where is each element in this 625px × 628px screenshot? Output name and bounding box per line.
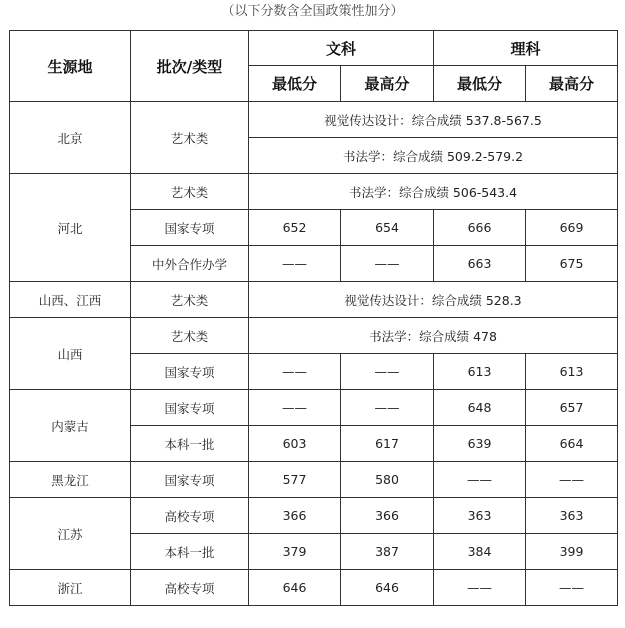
score-cell: 363 [526, 498, 618, 534]
score-cell: 366 [249, 498, 341, 534]
score-cell: —— [341, 246, 434, 282]
table-row [10, 174, 618, 210]
score-cell: 580 [341, 462, 434, 498]
score-cell: 669 [526, 210, 618, 246]
score-cell: 379 [249, 534, 341, 570]
art-score-cell: 视觉传达设计：综合成绩 537.8-567.5 [249, 102, 618, 138]
score-cell: 577 [249, 462, 341, 498]
score-cell: —— [434, 570, 526, 606]
batch-cell: 中外合作办学 [131, 246, 249, 282]
batch-cell: 艺术类 [131, 102, 249, 174]
table-note: （以下分数含全国政策性加分） [221, 4, 404, 19]
batch-cell: 国家专项 [131, 210, 249, 246]
header-science: 理科 [434, 31, 618, 66]
score-cell: 654 [341, 210, 434, 246]
batch-cell: 艺术类 [131, 174, 249, 210]
table-row [10, 390, 618, 426]
score-cell: 664 [526, 426, 618, 462]
batch-cell: 高校专项 [131, 570, 249, 606]
score-cell: 675 [526, 246, 618, 282]
province-cell: 山西 [10, 318, 131, 390]
table-row [10, 102, 618, 138]
art-score-cell: 书法学：综合成绩 478 [249, 318, 618, 354]
score-cell: 617 [341, 426, 434, 462]
province-cell: 河北 [10, 174, 131, 282]
header-wen-min: 最低分 [249, 66, 341, 102]
score-cell: 387 [341, 534, 434, 570]
score-cell: 666 [434, 210, 526, 246]
art-score-cell: 书法学：综合成绩 506-543.4 [249, 174, 618, 210]
score-cell: 663 [434, 246, 526, 282]
header-row [10, 31, 618, 66]
score-cell: 648 [434, 390, 526, 426]
table-row [10, 462, 618, 498]
score-cell: 366 [341, 498, 434, 534]
score-cell: 613 [434, 354, 526, 390]
province-cell: 江苏 [10, 498, 131, 570]
province-cell: 山西、江西 [10, 282, 131, 318]
score-cell: —— [434, 462, 526, 498]
batch-cell: 艺术类 [131, 282, 249, 318]
score-cell: —— [341, 354, 434, 390]
score-cell: 646 [341, 570, 434, 606]
score-cell: 603 [249, 426, 341, 462]
score-cell: 646 [249, 570, 341, 606]
batch-cell: 本科一批 [131, 426, 249, 462]
table-row [10, 318, 618, 354]
province-cell: 黑龙江 [10, 462, 131, 498]
header-li-min: 最低分 [434, 66, 526, 102]
batch-cell: 本科一批 [131, 534, 249, 570]
header-batch: 批次/类型 [131, 31, 249, 102]
province-cell: 北京 [10, 102, 131, 174]
art-score-cell: 书法学：综合成绩 509.2-579.2 [249, 138, 618, 174]
province-cell: 浙江 [10, 570, 131, 606]
batch-cell: 高校专项 [131, 498, 249, 534]
score-cell: 652 [249, 210, 341, 246]
score-cell: 657 [526, 390, 618, 426]
header-li-max: 最高分 [526, 66, 618, 102]
batch-cell: 国家专项 [131, 354, 249, 390]
score-cell: —— [526, 462, 618, 498]
score-cell: —— [249, 246, 341, 282]
table-row [10, 282, 618, 318]
score-cell: 613 [526, 354, 618, 390]
art-score-cell: 视觉传达设计：综合成绩 528.3 [249, 282, 618, 318]
score-cell: 363 [434, 498, 526, 534]
score-table [9, 30, 618, 606]
score-cell: —— [249, 354, 341, 390]
score-cell: —— [341, 390, 434, 426]
batch-cell: 国家专项 [131, 390, 249, 426]
score-cell: —— [526, 570, 618, 606]
table-row [10, 570, 618, 606]
score-cell: 639 [434, 426, 526, 462]
header-origin: 生源地 [10, 31, 131, 102]
batch-cell: 艺术类 [131, 318, 249, 354]
header-liberal-arts: 文科 [249, 31, 434, 66]
score-cell: 399 [526, 534, 618, 570]
province-cell: 内蒙古 [10, 390, 131, 462]
header-wen-max: 最高分 [341, 66, 434, 102]
batch-cell: 国家专项 [131, 462, 249, 498]
score-cell: 384 [434, 534, 526, 570]
table-row [10, 498, 618, 534]
score-cell: —— [249, 390, 341, 426]
